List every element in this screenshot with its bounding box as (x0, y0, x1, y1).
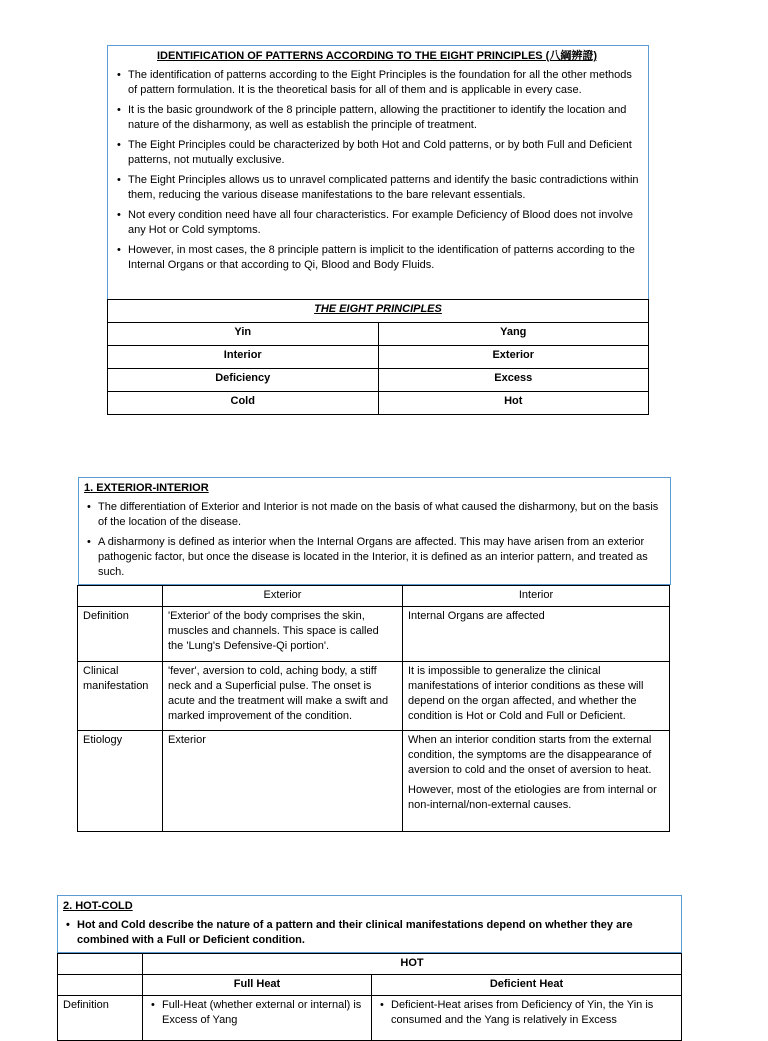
table-header-cell: Full Heat (143, 975, 372, 996)
exterior-interior-table (77, 585, 670, 832)
bullet-item: • However, in most cases, the 8 principle pattern is implicit to the identification of patterns according to the Internal Organs or that according to Qi, Blood and Body Fluids. (114, 243, 640, 273)
exterior-interior-bullets (84, 500, 662, 580)
eight-principles-table (107, 299, 649, 415)
hot-cold-table (57, 953, 682, 1041)
bullet-item: • A disharmony is defined as interior when the Internal Organs are affected. This may have arisen from an exterior pathogenic factor, but once the disease is located in the Interior, it is defined as an interior pattern, and treated as such. (84, 535, 662, 580)
row-label: Clinical manifestation (78, 662, 163, 731)
table-row (78, 731, 670, 832)
row-label: Definition (58, 996, 143, 1041)
table-cell (403, 731, 670, 832)
table-row (108, 323, 649, 346)
table-header-cell (58, 975, 143, 996)
bullet-item: • The Eight Principles could be characterized by both Hot and Cold patterns, or by both Full and Deficient patterns, not mutually exclusive. (114, 138, 640, 168)
table-row (78, 662, 670, 731)
bullet-item: • Hot and Cold describe the nature of a pattern and their clinical manifestations depend on whether they are combined with a Full or Deficient condition. (63, 918, 673, 948)
table-header-cell: Deficient Heat (372, 975, 682, 996)
table-cell: Internal Organs are affected (403, 607, 670, 662)
exterior-interior-box (78, 477, 671, 585)
hot-cold-title: 2. HOT-COLD (63, 900, 133, 912)
table-cell (143, 996, 372, 1041)
hot-group-header: HOT (143, 954, 682, 975)
table-row (108, 369, 649, 392)
table-cell: Interior (108, 346, 379, 369)
bullet-item: • The differentiation of Exterior and Interior is not made on the basis of what caused the disharmony, but on the basis of the location of the disease. (84, 500, 662, 530)
bullet-item: • Deficient-Heat arises from Deficiency of Yin, the Yin is consumed and the Yang is relatively in Excess (377, 998, 676, 1028)
table-header-row (58, 954, 682, 975)
bullet-item: • The identification of patterns according to the Eight Principles is the foundation for all the other methods of pattern formulation. It is the theoretical basis for all of them and is applicable in every case. (114, 68, 640, 98)
eight-principles-table-title: THE EIGHT PRINCIPLES (108, 300, 649, 323)
table-cell: Hot (378, 392, 649, 415)
table-row (108, 392, 649, 415)
cell-paragraph: However, most of the etiologies are from internal or non-internal/non-external causes. (408, 784, 657, 811)
eight-principles-box (107, 45, 649, 300)
bullet-item: • It is the basic groundwork of the 8 principle pattern, allowing the practitioner to identify the location and nature of the disharmony, as well as establish the principle of treatment. (114, 103, 640, 133)
table-header-cell: Exterior (163, 586, 403, 607)
table-cell: Cold (108, 392, 379, 415)
row-label: Definition (78, 607, 163, 662)
table-cell: It is impossible to generalize the clinical manifestations of interior conditions as these will depend on the organ affected, and whether the condition is Hot or Cold and Full or Deficient. (403, 662, 670, 731)
eight-principles-bullets (114, 68, 640, 273)
table-row (58, 996, 682, 1041)
table-cell: Deficiency (108, 369, 379, 392)
row-label: Etiology (78, 731, 163, 832)
bullet-item: • The Eight Principles allows us to unravel complicated patterns and identify the basic contradictions within them, reducing the various disease manifestations to the bare relevant essentials. (114, 173, 640, 203)
table-header-cell (58, 954, 143, 975)
eight-principles-title: IDENTIFICATION OF PATTERNS ACCORDING TO THE EIGHT PRINCIPLES (八綱辨證) (157, 50, 597, 62)
table-cell: Excess (378, 369, 649, 392)
table-cell: Yang (378, 323, 649, 346)
bullet-item: • Full-Heat (whether external or internal) is Excess of Yang (148, 998, 366, 1028)
exterior-interior-title: 1. EXTERIOR-INTERIOR (84, 482, 209, 494)
table-header-row (78, 586, 670, 607)
table-cell: Exterior (378, 346, 649, 369)
bullet-item: • Not every condition need have all four characteristics. For example Deficiency of Blood does not involve any Hot or Cold symptoms. (114, 208, 640, 238)
table-cell: 'fever', aversion to cold, aching body, a stiff neck and a Superficial pulse. The onset is acute and the treatment will make a swift and marked improvement of the condition. (163, 662, 403, 731)
table-cell: 'Exterior' of the body comprises the skin, muscles and channels. This space is called the 'Lung's Defensive-Qi portion'. (163, 607, 403, 662)
table-row (78, 607, 670, 662)
table-header-cell: Interior (403, 586, 670, 607)
hot-cold-bullets (63, 918, 673, 948)
table-header-cell (78, 586, 163, 607)
cell-paragraph: When an interior condition starts from the external condition, the symptoms are the disappearance of aversion to cold and the onset of aversion to heat. (408, 734, 652, 776)
table-cell (372, 996, 682, 1041)
table-cell: Yin (108, 323, 379, 346)
hot-cold-box (57, 895, 682, 953)
table-header-row (58, 975, 682, 996)
table-cell: Exterior (163, 731, 403, 832)
table-row (108, 346, 649, 369)
